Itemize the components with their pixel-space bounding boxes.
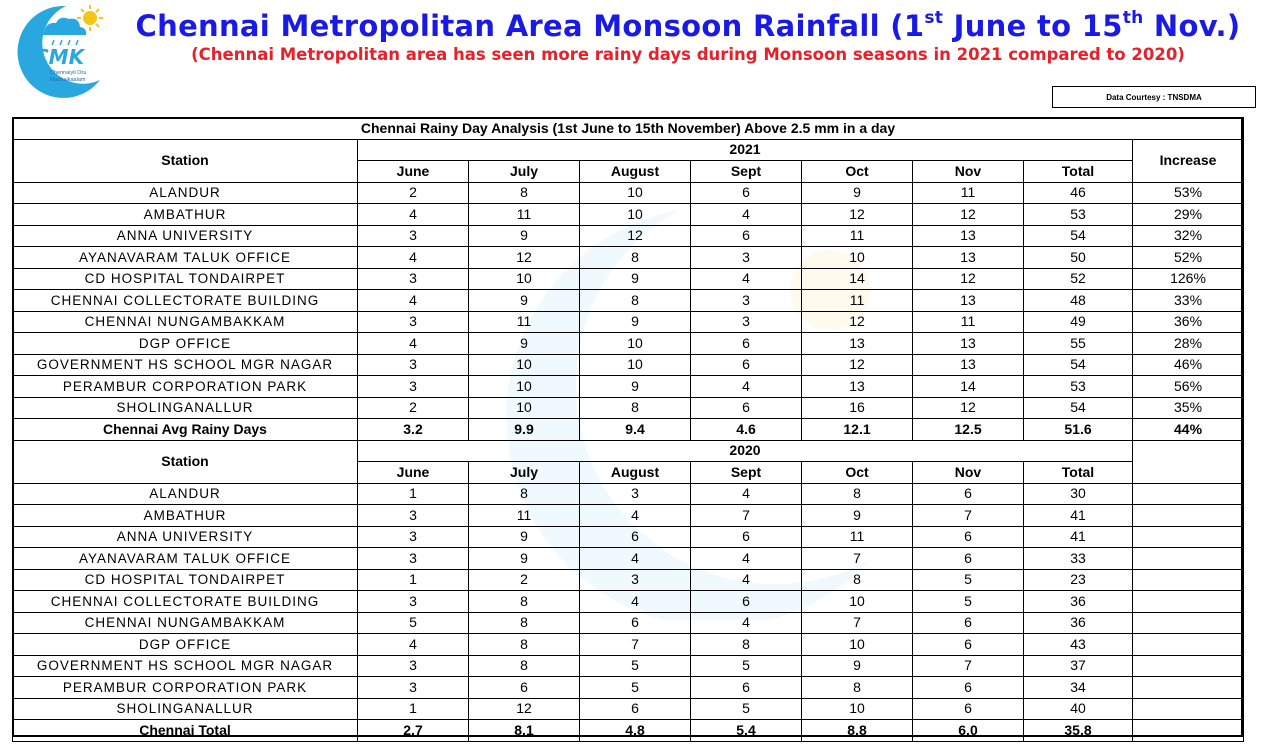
summary-value: 5.4	[691, 720, 802, 742]
month-header-total: Total	[1024, 161, 1133, 183]
value-cell: 9	[580, 268, 691, 290]
value-cell: 37	[1024, 655, 1133, 677]
summary-increase: 44%	[1133, 419, 1244, 441]
value-cell: 4	[580, 591, 691, 613]
table-row	[13, 290, 1244, 312]
month-header-june: June	[358, 161, 469, 183]
station-name: AYANAVARAM TALUK OFFICE	[13, 247, 358, 269]
value-cell: 8	[580, 290, 691, 312]
value-cell: 13	[913, 354, 1024, 376]
value-cell: 7	[913, 655, 1024, 677]
value-cell: 8	[580, 247, 691, 269]
value-cell: 10	[580, 354, 691, 376]
value-cell: 8	[469, 612, 580, 634]
value-cell: 53	[1024, 376, 1133, 398]
value-cell: 6	[913, 698, 1024, 720]
value-cell: 54	[1024, 397, 1133, 419]
station-name: AMBATHUR	[13, 505, 358, 527]
value-cell: 8	[802, 483, 913, 505]
value-cell: 13	[913, 333, 1024, 355]
empty-cell	[1133, 483, 1244, 505]
value-cell: 4	[358, 290, 469, 312]
value-cell: 9	[469, 548, 580, 570]
table-title: Chennai Rainy Day Analysis (1st June to 15th November) Above 2.5 mm in a day	[13, 118, 1244, 140]
month-header-sept: Sept	[691, 462, 802, 484]
summary-value: 8.8	[802, 720, 913, 742]
value-cell: 6	[691, 397, 802, 419]
page-title: Chennai Metropolitan Area Monsoon Rainfall (1st June to 15th Nov.)	[135, 8, 1241, 43]
year-header-2021: 2021	[358, 139, 1133, 161]
month-header-total: Total	[1024, 462, 1133, 484]
table-row	[13, 612, 1244, 634]
value-cell: 8	[802, 569, 913, 591]
value-cell: 3	[691, 311, 802, 333]
table-row	[13, 397, 1244, 419]
table-row	[13, 698, 1244, 720]
value-cell: 10	[802, 591, 913, 613]
rainy-day-table	[12, 117, 1244, 742]
value-cell: 33	[1024, 548, 1133, 570]
value-cell: 7	[913, 505, 1024, 527]
table-row	[13, 333, 1244, 355]
station-name: AMBATHUR	[13, 204, 358, 226]
value-cell: 54	[1024, 225, 1133, 247]
value-cell: 10	[469, 268, 580, 290]
value-cell: 3	[358, 526, 469, 548]
value-cell: 4	[691, 483, 802, 505]
value-cell: 8	[469, 634, 580, 656]
value-cell: 6	[691, 354, 802, 376]
y2021-summary-row	[13, 419, 1244, 441]
summary-value: 9.4	[580, 419, 691, 441]
increase-cell: 35%	[1133, 397, 1244, 419]
value-cell: 3	[358, 268, 469, 290]
value-cell: 36	[1024, 591, 1133, 613]
empty-cell	[1133, 591, 1244, 613]
value-cell: 49	[1024, 311, 1133, 333]
station-name: DGP OFFICE	[13, 333, 358, 355]
value-cell: 10	[580, 204, 691, 226]
month-header-oct: Oct	[802, 161, 913, 183]
station-name: SHOLINGANALLUR	[13, 698, 358, 720]
increase-cell: 36%	[1133, 311, 1244, 333]
summary-label: Chennai Avg Rainy Days	[13, 419, 358, 441]
value-cell: 4	[358, 204, 469, 226]
page-subtitle: (Chennai Metropolitan area has seen more rainy days during Monsoon seasons in 2021 compared to 2020)	[191, 45, 1185, 64]
value-cell: 3	[358, 655, 469, 677]
value-cell: 12	[802, 311, 913, 333]
value-cell: 54	[1024, 354, 1133, 376]
value-cell: 3	[691, 290, 802, 312]
station-name: CHENNAI NUNGAMBAKKAM	[13, 311, 358, 333]
value-cell: 3	[358, 225, 469, 247]
increase-cell: 28%	[1133, 333, 1244, 355]
value-cell: 7	[691, 505, 802, 527]
value-cell: 6	[691, 591, 802, 613]
value-cell: 14	[802, 268, 913, 290]
value-cell: 10	[802, 247, 913, 269]
station-name: ANNA UNIVERSITY	[13, 526, 358, 548]
summary-value: 12.1	[802, 419, 913, 441]
value-cell: 6	[691, 526, 802, 548]
cmk-logo	[4, 2, 106, 98]
value-cell: 11	[913, 311, 1024, 333]
station-name: DGP OFFICE	[13, 634, 358, 656]
value-cell: 11	[913, 182, 1024, 204]
value-cell: 6	[913, 677, 1024, 699]
value-cell: 6	[691, 225, 802, 247]
value-cell: 6	[580, 526, 691, 548]
value-cell: 4	[580, 548, 691, 570]
value-cell: 6	[691, 677, 802, 699]
value-cell: 3	[580, 483, 691, 505]
value-cell: 12	[913, 204, 1024, 226]
value-cell: 3	[358, 591, 469, 613]
station-name: ALANDUR	[13, 182, 358, 204]
month-header-nov: Nov	[913, 462, 1024, 484]
value-cell: 6	[691, 333, 802, 355]
table-row	[13, 655, 1244, 677]
summary-value: 4.6	[691, 419, 802, 441]
empty-cell	[1133, 526, 1244, 548]
value-cell: 9	[469, 290, 580, 312]
value-cell: 23	[1024, 569, 1133, 591]
table-row	[13, 204, 1244, 226]
station-header: Station	[13, 139, 358, 182]
value-cell: 12	[580, 225, 691, 247]
value-cell: 4	[691, 204, 802, 226]
increase-cell: 53%	[1133, 182, 1244, 204]
value-cell: 6	[913, 483, 1024, 505]
summary-value: 8.1	[469, 720, 580, 742]
value-cell: 9	[469, 225, 580, 247]
value-cell: 13	[913, 247, 1024, 269]
value-cell: 8	[469, 182, 580, 204]
value-cell: 7	[580, 634, 691, 656]
table-row	[13, 634, 1244, 656]
value-cell: 3	[580, 569, 691, 591]
value-cell: 13	[913, 225, 1024, 247]
logo-text: CMK	[34, 45, 85, 69]
table-row	[13, 505, 1244, 527]
station-name: AYANAVARAM TALUK OFFICE	[13, 548, 358, 570]
value-cell: 8	[802, 677, 913, 699]
y2020-summary-row	[13, 720, 1244, 742]
table-row	[13, 247, 1244, 269]
value-cell: 13	[802, 376, 913, 398]
value-cell: 14	[913, 376, 1024, 398]
empty-cell	[1133, 655, 1244, 677]
value-cell: 4	[358, 333, 469, 355]
value-cell: 16	[802, 397, 913, 419]
value-cell: 1	[358, 698, 469, 720]
summary-value: 3.2	[358, 419, 469, 441]
value-cell: 12	[913, 397, 1024, 419]
value-cell: 9	[580, 311, 691, 333]
value-cell: 13	[913, 290, 1024, 312]
value-cell: 2	[358, 182, 469, 204]
station-name: CD HOSPITAL TONDAIRPET	[13, 569, 358, 591]
empty-cell	[1133, 634, 1244, 656]
month-header-july: July	[469, 462, 580, 484]
value-cell: 52	[1024, 268, 1133, 290]
value-cell: 12	[802, 354, 913, 376]
value-cell: 9	[802, 182, 913, 204]
table-title-row	[13, 118, 1244, 140]
value-cell: 10	[469, 376, 580, 398]
value-cell: 1	[358, 483, 469, 505]
station-name: GOVERNMENT HS SCHOOL MGR NAGAR	[13, 655, 358, 677]
value-cell: 11	[469, 204, 580, 226]
value-cell: 9	[802, 505, 913, 527]
value-cell: 9	[802, 655, 913, 677]
station-name: PERAMBUR CORPORATION PARK	[13, 376, 358, 398]
station-name: CHENNAI COLLECTORATE BUILDING	[13, 591, 358, 613]
value-cell: 3	[358, 548, 469, 570]
value-cell: 11	[469, 311, 580, 333]
table-row	[13, 569, 1244, 591]
empty-cell	[1133, 548, 1244, 570]
table-row	[13, 591, 1244, 613]
value-cell: 50	[1024, 247, 1133, 269]
station-name: PERAMBUR CORPORATION PARK	[13, 677, 358, 699]
value-cell: 11	[802, 225, 913, 247]
value-cell: 6	[469, 677, 580, 699]
value-cell: 4	[358, 634, 469, 656]
empty-cell	[1133, 612, 1244, 634]
value-cell: 4	[691, 268, 802, 290]
increase-cell: 33%	[1133, 290, 1244, 312]
value-cell: 9	[580, 376, 691, 398]
value-cell: 5	[691, 655, 802, 677]
summary-value: 6.0	[913, 720, 1024, 742]
value-cell: 6	[580, 698, 691, 720]
station-name: CHENNAI COLLECTORATE BUILDING	[13, 290, 358, 312]
value-cell: 11	[802, 526, 913, 548]
y2021-header-row	[13, 139, 1244, 161]
table-row	[13, 268, 1244, 290]
value-cell: 12	[913, 268, 1024, 290]
month-header-sept: Sept	[691, 161, 802, 183]
logo-sun-icon	[77, 5, 103, 31]
summary-value: 35.8	[1024, 720, 1133, 742]
value-cell: 5	[691, 698, 802, 720]
table-row	[13, 548, 1244, 570]
value-cell: 8	[691, 634, 802, 656]
value-cell: 11	[802, 290, 913, 312]
increase-cell: 126%	[1133, 268, 1244, 290]
table-row	[13, 677, 1244, 699]
value-cell: 12	[802, 204, 913, 226]
value-cell: 3	[358, 311, 469, 333]
station-name: ALANDUR	[13, 483, 358, 505]
value-cell: 3	[358, 376, 469, 398]
value-cell: 10	[580, 333, 691, 355]
value-cell: 11	[469, 505, 580, 527]
value-cell: 1	[358, 569, 469, 591]
empty-cell	[1133, 720, 1244, 742]
value-cell: 13	[802, 333, 913, 355]
value-cell: 3	[691, 247, 802, 269]
value-cell: 30	[1024, 483, 1133, 505]
month-header-july: July	[469, 161, 580, 183]
station-name: SHOLINGANALLUR	[13, 397, 358, 419]
increase-cell: 56%	[1133, 376, 1244, 398]
empty-cell	[1133, 569, 1244, 591]
increase-cell: 32%	[1133, 225, 1244, 247]
value-cell: 3	[358, 677, 469, 699]
summary-value: 12.5	[913, 419, 1024, 441]
value-cell: 7	[802, 612, 913, 634]
table-row	[13, 354, 1244, 376]
station-name: CHENNAI NUNGAMBAKKAM	[13, 612, 358, 634]
value-cell: 10	[580, 182, 691, 204]
table-row	[13, 182, 1244, 204]
value-cell: 12	[469, 247, 580, 269]
month-header-june: June	[358, 462, 469, 484]
empty-cell	[1133, 698, 1244, 720]
increase-cell: 52%	[1133, 247, 1244, 269]
summary-label: Chennai Total	[13, 720, 358, 742]
value-cell: 10	[469, 354, 580, 376]
value-cell: 2	[469, 569, 580, 591]
value-cell: 3	[358, 354, 469, 376]
table-row	[13, 376, 1244, 398]
summary-value: 51.6	[1024, 419, 1133, 441]
logo-tagline-1: Chennaiyil Oru	[50, 70, 87, 76]
year-header-2020: 2020	[358, 440, 1133, 462]
table-row	[13, 225, 1244, 247]
value-cell: 10	[469, 397, 580, 419]
value-cell: 9	[469, 526, 580, 548]
station-name: CD HOSPITAL TONDAIRPET	[13, 268, 358, 290]
value-cell: 4	[580, 505, 691, 527]
value-cell: 8	[469, 655, 580, 677]
value-cell: 55	[1024, 333, 1133, 355]
station-name: GOVERNMENT HS SCHOOL MGR NAGAR	[13, 354, 358, 376]
value-cell: 6	[691, 182, 802, 204]
value-cell: 4	[691, 548, 802, 570]
month-header-oct: Oct	[802, 462, 913, 484]
logo-tagline-2: Mazhaikaalam	[50, 77, 86, 83]
value-cell: 34	[1024, 677, 1133, 699]
value-cell: 6	[913, 548, 1024, 570]
value-cell: 4	[691, 569, 802, 591]
increase-cell: 29%	[1133, 204, 1244, 226]
value-cell: 8	[469, 591, 580, 613]
value-cell: 5	[580, 655, 691, 677]
value-cell: 6	[580, 612, 691, 634]
value-cell: 4	[691, 612, 802, 634]
data-courtesy: Data Courtesy : TNSDMA	[1052, 86, 1256, 108]
summary-value: 2.7	[358, 720, 469, 742]
table-row	[13, 311, 1244, 333]
value-cell: 5	[913, 591, 1024, 613]
value-cell: 4	[691, 376, 802, 398]
month-header-nov: Nov	[913, 161, 1024, 183]
value-cell: 9	[469, 333, 580, 355]
table-row	[13, 526, 1244, 548]
value-cell: 7	[802, 548, 913, 570]
value-cell: 6	[913, 526, 1024, 548]
value-cell: 6	[913, 634, 1024, 656]
value-cell: 36	[1024, 612, 1133, 634]
value-cell: 46	[1024, 182, 1133, 204]
increase-cell: 46%	[1133, 354, 1244, 376]
value-cell: 41	[1024, 505, 1133, 527]
value-cell: 5	[913, 569, 1024, 591]
value-cell: 3	[358, 505, 469, 527]
table-row	[13, 483, 1244, 505]
value-cell: 5	[580, 677, 691, 699]
value-cell: 6	[913, 612, 1024, 634]
value-cell: 41	[1024, 526, 1133, 548]
empty-cell	[1133, 677, 1244, 699]
value-cell: 48	[1024, 290, 1133, 312]
month-header-august: August	[580, 161, 691, 183]
value-cell: 10	[802, 698, 913, 720]
value-cell: 43	[1024, 634, 1133, 656]
value-cell: 5	[358, 612, 469, 634]
value-cell: 4	[358, 247, 469, 269]
month-header-august: August	[580, 462, 691, 484]
station-header: Station	[13, 440, 358, 483]
value-cell: 53	[1024, 204, 1133, 226]
y2020-header-row	[13, 440, 1244, 462]
value-cell: 40	[1024, 698, 1133, 720]
value-cell: 2	[358, 397, 469, 419]
summary-value: 9.9	[469, 419, 580, 441]
summary-value: 4.8	[580, 720, 691, 742]
value-cell: 10	[802, 634, 913, 656]
station-name: ANNA UNIVERSITY	[13, 225, 358, 247]
value-cell: 8	[580, 397, 691, 419]
empty-cell	[1133, 505, 1244, 527]
value-cell: 12	[469, 698, 580, 720]
value-cell: 8	[469, 483, 580, 505]
empty-cell	[1133, 440, 1244, 483]
increase-header: Increase	[1133, 139, 1244, 182]
